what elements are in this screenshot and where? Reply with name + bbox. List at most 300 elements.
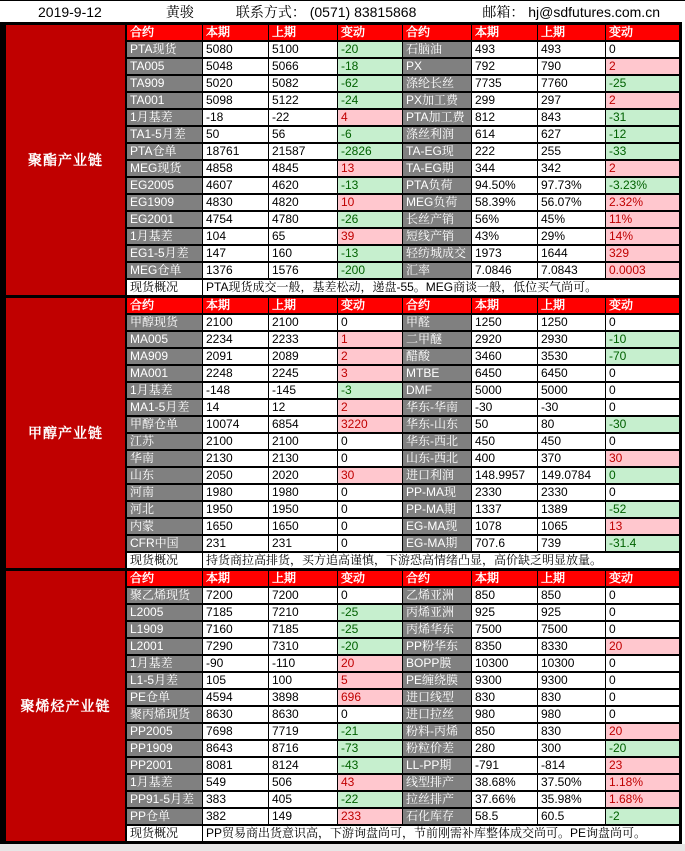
value-change: 0 <box>338 434 402 449</box>
contract-label: 河北 <box>127 502 202 517</box>
section-title: 聚酯产业链 <box>6 25 127 295</box>
section-title: 聚烯烃产业链 <box>6 571 127 841</box>
contract-label: 长丝产销 <box>403 212 471 227</box>
column-header: 本期 <box>203 25 268 40</box>
value-previous: 830 <box>538 724 605 739</box>
contact-label: 联系方式： <box>235 3 306 20</box>
contract-label: PP1909 <box>127 741 202 756</box>
value-previous: 45% <box>538 212 605 227</box>
value-change: -52 <box>606 502 679 517</box>
contract-label: 华东-山东 <box>403 417 471 432</box>
contract-label: PP2005 <box>127 724 202 739</box>
section-grid <box>127 25 679 295</box>
value-previous: 370 <box>538 451 605 466</box>
value-change: -200 <box>338 263 402 278</box>
value-change: 10 <box>338 195 402 210</box>
summary-label: 现货概况 <box>127 280 202 295</box>
value-previous: 300 <box>538 741 605 756</box>
value-change: 0 <box>338 485 402 500</box>
value-previous: 2100 <box>269 434 337 449</box>
email-label: 邮箱： <box>482 3 525 20</box>
value-current: 8630 <box>203 707 268 722</box>
value-current: 1973 <box>472 246 537 261</box>
contract-label: 华东-西北 <box>403 434 471 449</box>
value-current: 58.39% <box>472 195 537 210</box>
contract-label: 河南 <box>127 485 202 500</box>
value-previous: 3898 <box>269 690 337 705</box>
value-previous: 12 <box>269 400 337 415</box>
value-current: 5080 <box>203 42 268 57</box>
value-current: 2234 <box>203 332 268 347</box>
contract-label: 山东-西北 <box>403 451 471 466</box>
value-current: 5098 <box>203 93 268 108</box>
value-current: 147 <box>203 246 268 261</box>
value-previous: 843 <box>538 110 605 125</box>
value-current: 94.50% <box>472 178 537 193</box>
value-change: 0 <box>338 536 402 551</box>
contract-label: PX <box>403 59 471 74</box>
value-change: 0 <box>606 656 679 671</box>
contract-label: 线型排产 <box>403 775 471 790</box>
contract-label: MA1-5月差 <box>127 400 202 415</box>
value-change: 0 <box>606 42 679 57</box>
value-current: 2091 <box>203 349 268 364</box>
report-table <box>0 22 682 844</box>
value-current: 5020 <box>203 76 268 91</box>
value-current: 50 <box>472 417 537 432</box>
value-previous: 980 <box>538 707 605 722</box>
value-current: 1650 <box>203 519 268 534</box>
value-previous: 925 <box>538 605 605 620</box>
value-previous: -814 <box>538 758 605 773</box>
value-change: 2 <box>338 400 402 415</box>
value-change: 2.32% <box>606 195 679 210</box>
value-current: 850 <box>472 588 537 603</box>
contract-label: L1909 <box>127 622 202 637</box>
contract-label: 甲醇仓单 <box>127 417 202 432</box>
value-change: 1.68% <box>606 792 679 807</box>
value-previous: 739 <box>538 536 605 551</box>
contract-label: 拉丝排产 <box>403 792 471 807</box>
value-previous: 1650 <box>269 519 337 534</box>
value-change: 20 <box>606 724 679 739</box>
value-previous: 7500 <box>538 622 605 637</box>
value-change: -6 <box>338 127 402 142</box>
value-current: -148 <box>203 383 268 398</box>
contract-label: EG2005 <box>127 178 202 193</box>
column-header: 变动 <box>338 571 402 586</box>
value-change: 20 <box>338 656 402 671</box>
value-change: 0 <box>606 468 679 483</box>
value-change: 1.18% <box>606 775 679 790</box>
value-current: 14 <box>203 400 268 415</box>
value-current: 1078 <box>472 519 537 534</box>
value-current: -90 <box>203 656 268 671</box>
value-change: 30 <box>606 451 679 466</box>
contract-label: TA001 <box>127 93 202 108</box>
value-current: 382 <box>203 809 268 824</box>
value-previous: 3530 <box>538 349 605 364</box>
value-current: 980 <box>472 707 537 722</box>
contract-label: TA-EG期 <box>403 161 471 176</box>
summary-label: 现货概况 <box>127 826 202 841</box>
value-current: 4858 <box>203 161 268 176</box>
contract-label: 江苏 <box>127 434 202 449</box>
value-previous: 7310 <box>269 639 337 654</box>
value-current: 6450 <box>472 366 537 381</box>
contract-label: 醋酸 <box>403 349 471 364</box>
value-change: 0 <box>606 673 679 688</box>
value-change: 5 <box>338 673 402 688</box>
contract-label: PE缠绕膜 <box>403 673 471 688</box>
value-current: 9300 <box>472 673 537 688</box>
value-current: 104 <box>203 229 268 244</box>
value-change: 0 <box>606 690 679 705</box>
contract-label: EG-MA现 <box>403 519 471 534</box>
contract-label: 短线产销 <box>403 229 471 244</box>
value-previous: 850 <box>538 588 605 603</box>
value-current: 707.6 <box>472 536 537 551</box>
value-previous: 2330 <box>538 485 605 500</box>
value-change: 0 <box>606 588 679 603</box>
value-change: 43 <box>338 775 402 790</box>
contract-label: PTA加工费 <box>403 110 471 125</box>
value-current: 2248 <box>203 366 268 381</box>
value-previous: 4820 <box>269 195 337 210</box>
contract-label: 涤丝利润 <box>403 127 471 142</box>
contract-label: MA909 <box>127 349 202 364</box>
value-change: 233 <box>338 809 402 824</box>
value-current: 222 <box>472 144 537 159</box>
contract-label: 粉粒价差 <box>403 741 471 756</box>
value-previous: 56 <box>269 127 337 142</box>
value-change: 14% <box>606 229 679 244</box>
value-previous: 4620 <box>269 178 337 193</box>
value-previous: 60.5 <box>538 809 605 824</box>
value-current: 7160 <box>203 622 268 637</box>
contract-label: PE仓单 <box>127 690 202 705</box>
contract-label: PP-MA现 <box>403 485 471 500</box>
contract-label: MA001 <box>127 366 202 381</box>
value-previous: 4845 <box>269 161 337 176</box>
contract-label: L2001 <box>127 639 202 654</box>
contract-label: 华东-华南 <box>403 400 471 415</box>
contract-label: MTBE <box>403 366 471 381</box>
value-change: -31.4 <box>606 536 679 551</box>
value-change: -2826 <box>338 144 402 159</box>
value-previous: 1250 <box>538 315 605 330</box>
value-current: 105 <box>203 673 268 688</box>
value-previous: 2100 <box>269 315 337 330</box>
value-change: 0 <box>338 502 402 517</box>
value-previous: 7.0843 <box>538 263 605 278</box>
value-previous: 5066 <box>269 59 337 74</box>
value-previous: 1389 <box>538 502 605 517</box>
value-current: 400 <box>472 451 537 466</box>
value-current: 383 <box>203 792 268 807</box>
value-previous: 7719 <box>269 724 337 739</box>
contract-label: PTA仓单 <box>127 144 202 159</box>
contact-block <box>236 2 417 22</box>
value-current: 2100 <box>203 315 268 330</box>
section-grid <box>127 571 679 841</box>
value-previous: 65 <box>269 229 337 244</box>
summary-text: PTA现货成交一般，基差松动，递盘-55。MEG商谈一般，低位买气尚可。 <box>203 280 679 295</box>
value-current: 1250 <box>472 315 537 330</box>
value-previous: -22 <box>269 110 337 125</box>
value-previous: 297 <box>538 93 605 108</box>
section-1 <box>6 25 679 295</box>
value-current: 18761 <box>203 144 268 159</box>
contract-label: 甲醛 <box>403 315 471 330</box>
contract-label: 1月基差 <box>127 229 202 244</box>
value-change: 0 <box>606 434 679 449</box>
value-change: -22 <box>338 792 402 807</box>
value-previous: 2020 <box>269 468 337 483</box>
value-current: 493 <box>472 42 537 57</box>
value-previous: 627 <box>538 127 605 142</box>
contract-label: 进口线型 <box>403 690 471 705</box>
value-previous: -30 <box>538 400 605 415</box>
column-header: 合约 <box>127 571 202 586</box>
value-current: 7185 <box>203 605 268 620</box>
value-change: 3 <box>338 366 402 381</box>
value-previous: 97.73% <box>538 178 605 193</box>
value-previous: 8630 <box>269 707 337 722</box>
value-previous: 1980 <box>269 485 337 500</box>
value-change: 0 <box>606 383 679 398</box>
value-current: 344 <box>472 161 537 176</box>
value-previous: 493 <box>538 42 605 57</box>
value-change: -62 <box>338 76 402 91</box>
summary-label: 现货概况 <box>127 553 202 568</box>
value-previous: 37.50% <box>538 775 605 790</box>
contract-label: 丙烯亚洲 <box>403 605 471 620</box>
value-previous: 2930 <box>538 332 605 347</box>
value-change: -20 <box>606 741 679 756</box>
column-header: 变动 <box>338 25 402 40</box>
contract-label: EG1909 <box>127 195 202 210</box>
value-change: 2 <box>606 59 679 74</box>
value-previous: -110 <box>269 656 337 671</box>
contract-label: PX加工费 <box>403 93 471 108</box>
value-current: 2330 <box>472 485 537 500</box>
value-current: -18 <box>203 110 268 125</box>
value-current: 58.5 <box>472 809 537 824</box>
value-current: 2100 <box>203 434 268 449</box>
contract-label: 山东 <box>127 468 202 483</box>
value-change: -13 <box>338 246 402 261</box>
value-current: 5000 <box>472 383 537 398</box>
value-previous: 1950 <box>269 502 337 517</box>
value-change: -3 <box>338 383 402 398</box>
value-current: 231 <box>203 536 268 551</box>
value-current: 7.0846 <box>472 263 537 278</box>
value-previous: 830 <box>538 690 605 705</box>
column-header: 变动 <box>606 571 679 586</box>
value-previous: 2233 <box>269 332 337 347</box>
column-header: 上期 <box>269 298 337 313</box>
value-current: 1950 <box>203 502 268 517</box>
value-previous: 1576 <box>269 263 337 278</box>
contract-label: 聚乙烯现货 <box>127 588 202 603</box>
value-previous: 2089 <box>269 349 337 364</box>
column-header: 本期 <box>472 298 537 313</box>
column-header: 合约 <box>403 25 471 40</box>
value-previous: 405 <box>269 792 337 807</box>
value-current: 792 <box>472 59 537 74</box>
value-change: 20 <box>606 639 679 654</box>
value-previous: 1644 <box>538 246 605 261</box>
value-previous: 8330 <box>538 639 605 654</box>
value-current: 148.9957 <box>472 468 537 483</box>
value-previous: 100 <box>269 673 337 688</box>
value-change: -18 <box>338 59 402 74</box>
value-previous: 149 <box>269 809 337 824</box>
value-current: 8081 <box>203 758 268 773</box>
value-previous: 7760 <box>538 76 605 91</box>
bottom-strip <box>0 844 685 851</box>
column-header: 上期 <box>269 571 337 586</box>
contract-label: 1月基差 <box>127 775 202 790</box>
contract-label: PP2001 <box>127 758 202 773</box>
summary-text: 持货商拉高排货，买方追高谨慎，下游恐高情绪凸显，高价缺乏明显放量。 <box>203 553 679 568</box>
column-header: 上期 <box>538 571 605 586</box>
summary-text: PP贸易商出货意识高，下游询盘尚可，节前刚需补库整体成交尚可。PE询盘尚可。 <box>203 826 679 841</box>
value-current: -30 <box>472 400 537 415</box>
value-change: 0 <box>606 315 679 330</box>
value-previous: 80 <box>538 417 605 432</box>
contract-label: 汇率 <box>403 263 471 278</box>
column-header: 变动 <box>606 25 679 40</box>
contract-label: 进口利润 <box>403 468 471 483</box>
value-change: 2 <box>606 161 679 176</box>
value-change: -2 <box>606 809 679 824</box>
value-change: 39 <box>338 229 402 244</box>
value-previous: 160 <box>269 246 337 261</box>
section-title: 甲醇产业链 <box>6 298 127 568</box>
value-previous: 21587 <box>269 144 337 159</box>
value-previous: 4780 <box>269 212 337 227</box>
value-current: 1980 <box>203 485 268 500</box>
value-current: 830 <box>472 690 537 705</box>
value-current: 7200 <box>203 588 268 603</box>
contract-label: TA005 <box>127 59 202 74</box>
value-current: 925 <box>472 605 537 620</box>
value-previous: 7210 <box>269 605 337 620</box>
value-previous: 790 <box>538 59 605 74</box>
contract-label: PP仓单 <box>127 809 202 824</box>
value-previous: 2130 <box>269 451 337 466</box>
contract-label: 1月基差 <box>127 383 202 398</box>
contract-label: TA-EG现 <box>403 144 471 159</box>
column-header: 变动 <box>606 298 679 313</box>
value-current: 812 <box>472 110 537 125</box>
value-change: 2 <box>338 349 402 364</box>
value-change: -3.23% <box>606 178 679 193</box>
report-date: 2019-9-12 <box>38 3 102 20</box>
value-change: 13 <box>606 519 679 534</box>
value-previous: 6450 <box>538 366 605 381</box>
value-current: 4830 <box>203 195 268 210</box>
contract-label: L2005 <box>127 605 202 620</box>
value-previous: 8716 <box>269 741 337 756</box>
value-change: 11% <box>606 212 679 227</box>
value-change: -25 <box>606 76 679 91</box>
value-previous: 5122 <box>269 93 337 108</box>
value-current: 2920 <box>472 332 537 347</box>
column-header: 合约 <box>127 25 202 40</box>
value-change: 1 <box>338 332 402 347</box>
column-header: 变动 <box>338 298 402 313</box>
contract-label: 聚丙烯现货 <box>127 707 202 722</box>
value-previous: 342 <box>538 161 605 176</box>
value-current: 37.66% <box>472 792 537 807</box>
value-change: -70 <box>606 349 679 364</box>
value-current: 7290 <box>203 639 268 654</box>
value-change: -24 <box>338 93 402 108</box>
contract-label: 涤纶长丝 <box>403 76 471 91</box>
contract-label: TA1-5月差 <box>127 127 202 142</box>
contract-label: EG2001 <box>127 212 202 227</box>
column-header: 合约 <box>403 298 471 313</box>
section-2 <box>6 295 679 568</box>
value-change: 0 <box>338 315 402 330</box>
value-change: -30 <box>606 417 679 432</box>
contract-label: 1月基差 <box>127 656 202 671</box>
value-current: 280 <box>472 741 537 756</box>
value-change: -43 <box>338 758 402 773</box>
contract-label: EG1-5月差 <box>127 246 202 261</box>
contract-label: 二甲醚 <box>403 332 471 347</box>
value-change: -10 <box>606 332 679 347</box>
column-header: 本期 <box>472 25 537 40</box>
contract-label: TA909 <box>127 76 202 91</box>
column-header: 上期 <box>269 25 337 40</box>
value-change: -25 <box>338 605 402 620</box>
value-current: 7735 <box>472 76 537 91</box>
value-change: 0.0003 <box>606 263 679 278</box>
contract-label: 1月基差 <box>127 110 202 125</box>
value-previous: 8124 <box>269 758 337 773</box>
value-previous: 2245 <box>269 366 337 381</box>
value-change: 0 <box>606 605 679 620</box>
value-current: 8350 <box>472 639 537 654</box>
value-current: -791 <box>472 758 537 773</box>
value-current: 549 <box>203 775 268 790</box>
value-change: -31 <box>606 110 679 125</box>
value-change: -25 <box>338 622 402 637</box>
value-previous: 5100 <box>269 42 337 57</box>
value-current: 56% <box>472 212 537 227</box>
value-previous: 255 <box>538 144 605 159</box>
value-current: 5048 <box>203 59 268 74</box>
value-change: 0 <box>606 366 679 381</box>
contract-label: L1-5月差 <box>127 673 202 688</box>
value-current: 614 <box>472 127 537 142</box>
contract-label: 进口拉丝 <box>403 707 471 722</box>
value-change: 329 <box>606 246 679 261</box>
contract-label: DMF <box>403 383 471 398</box>
value-current: 2130 <box>203 451 268 466</box>
contract-label: PP-MA期 <box>403 502 471 517</box>
column-header: 合约 <box>403 571 471 586</box>
value-current: 299 <box>472 93 537 108</box>
section-3 <box>6 568 679 841</box>
contract-label: 甲醇现货 <box>127 315 202 330</box>
value-current: 450 <box>472 434 537 449</box>
value-previous: 29% <box>538 229 605 244</box>
